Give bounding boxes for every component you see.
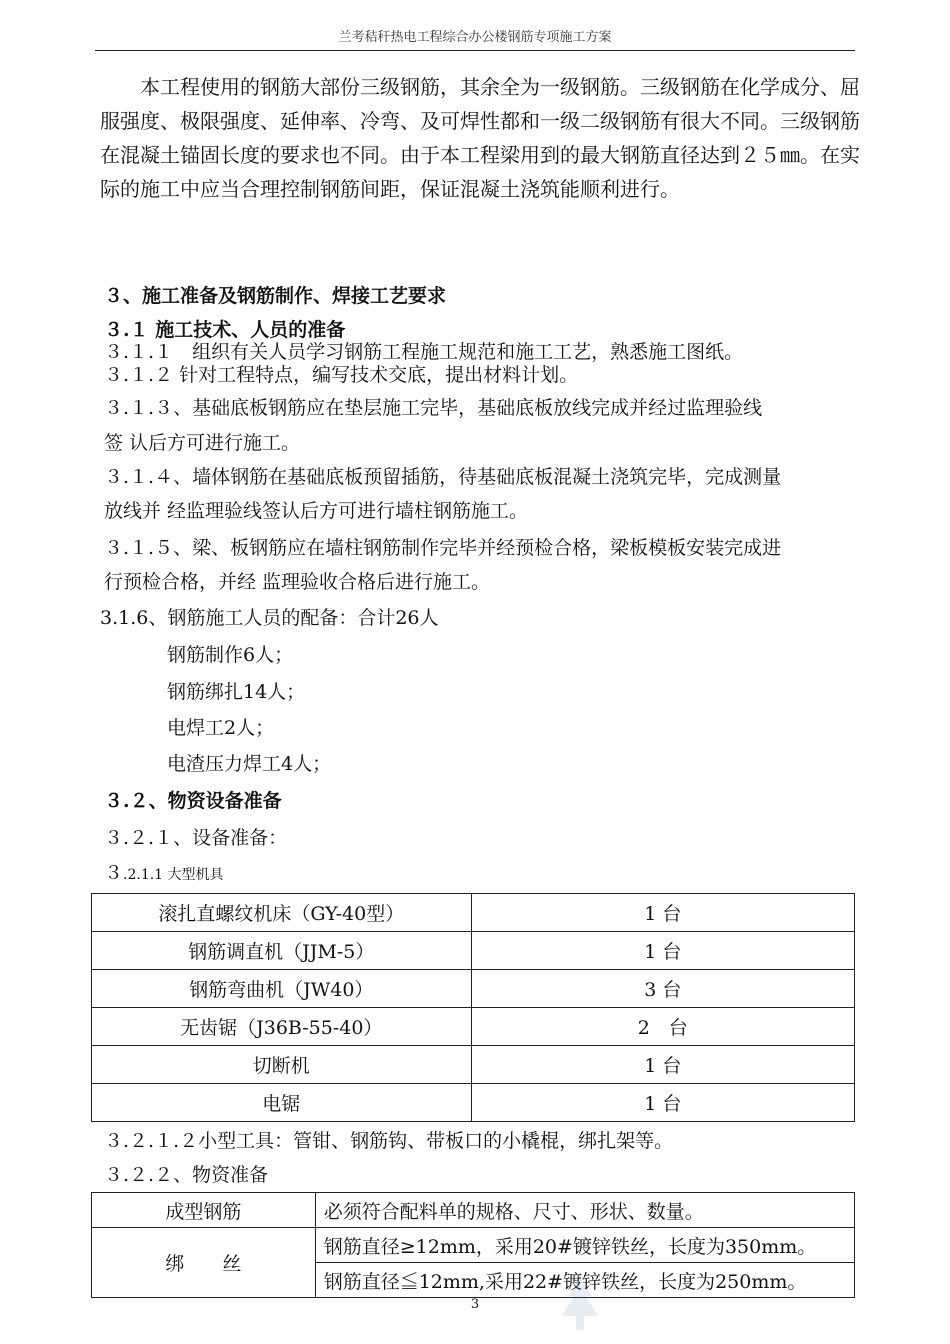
item-3-1-5-line2: 行预检合格，并经 监理验收合格后进行施工。	[104, 571, 491, 593]
item-3-1-4-line2: 放线并 经监理验线签认后方可进行墙柱钢筋施工。	[104, 500, 529, 522]
item-3-1-3-line1: ３.１.３、基础底板钢筋应在垫层施工完毕，基础底板放线完成并经过监理验线	[104, 397, 763, 419]
staff-item: 钢筋绑扎14人；	[167, 681, 306, 703]
table-row	[92, 1046, 855, 1084]
staff-item: 电焊工2人；	[167, 717, 275, 739]
material-name: 成型钢筋	[92, 1193, 316, 1228]
item-3-2-1-1-num: ３	[104, 862, 124, 884]
item-3-2-2: ３.２.２、物资准备	[104, 1164, 269, 1186]
machine-name: 滚扎直螺纹机床（GY-40型）	[92, 894, 472, 932]
item-3-1-1: ３.１.１ 组织有关人员学习钢筋工程施工规范和施工工艺，熟悉施工图纸。	[104, 341, 744, 363]
table-row	[92, 970, 855, 1008]
machine-name: 钢筋弯曲机（JW40）	[92, 970, 472, 1008]
machine-qty: 1 台	[471, 1084, 854, 1122]
machine-qty: 3 台	[471, 970, 854, 1008]
page-number: 3	[470, 1297, 480, 1312]
section-3-1-title: ３.１ 施工技术、人员的准备	[104, 319, 346, 341]
materials-table	[91, 1192, 855, 1298]
machine-name: 切断机	[92, 1046, 472, 1084]
item-3-2-1-2: ３.２.１.２小型工具：管钳、钢筋钩、带板口的小橇棍，绑扎架等。	[104, 1130, 674, 1152]
material-name: 绑 丝	[92, 1228, 316, 1298]
staff-item: 电渣压力焊工4人；	[167, 753, 332, 775]
large-machinery-table	[91, 893, 855, 1122]
machine-name: 钢筋调直机（JJM-5）	[92, 932, 472, 970]
header-divider	[95, 50, 855, 51]
table-row	[92, 894, 855, 932]
item-3-1-4-line1: ３.１.４、墙体钢筋在基础底板预留插筋，待基础底板混凝土浇筑完毕，完成测量	[104, 466, 782, 488]
intro-paragraph: 本工程使用的钢筋大部份三级钢筋，其余全为一级钢筋。三级钢筋在化学成分、屈服强度、极限强度、延伸率、冷弯、及可焊性都和一级二级钢筋有很大不同。三级钢筋在混凝土锚固长度的要求也不同。由于本工程梁用到的最大钢筋直径达到２５㎜。在实际的施工中应当合理控制钢筋间距，保证混凝土浇筑能顺利进行。	[100, 75, 860, 201]
item-3-1-5-line1: ３.１.５、梁、板钢筋应在墙柱钢筋制作完毕并经预检合格，梁板模板安装完成进	[104, 537, 782, 559]
item-3-1-6: 3.1.6、钢筋施工人员的配备：合计26人	[100, 607, 439, 629]
material-desc: 必须符合配料单的规格、尺寸、形状、数量。	[315, 1193, 854, 1228]
table-row	[92, 1008, 855, 1046]
table-row	[92, 1228, 855, 1263]
item-3-2-1-1-text: .2.1.1 大型机具	[123, 867, 224, 883]
table-row	[92, 932, 855, 970]
item-3-2-1: ３.２.１、设备准备：	[104, 827, 288, 849]
table-row	[92, 1193, 855, 1228]
item-3-1-3-line2: 签 认后方可进行施工。	[104, 432, 301, 454]
machine-qty: 1 台	[471, 1046, 854, 1084]
item-3-1-2: ３.１.２ 针对工程特点，编写技术交底，提出材料计划。	[104, 364, 579, 386]
section-3-2-title: ３.２、物资设备准备	[104, 790, 282, 812]
material-desc: 钢筋直径≥12mm，采用20#镀锌铁丝，长度为350mm。	[315, 1228, 854, 1263]
section-3-title: ３、施工准备及钢筋制作、焊接工艺要求	[104, 285, 447, 307]
staff-item: 钢筋制作6人；	[167, 644, 294, 666]
item-3-2-1-1	[104, 858, 224, 885]
machine-qty: 2 台	[471, 1008, 854, 1046]
machine-name: 无齿锯（J36B-55-40）	[92, 1008, 472, 1046]
table-row	[92, 1084, 855, 1122]
page-header: 兰考秸秆热电工程综合办公楼钢筋专项施工方案	[338, 30, 612, 45]
material-desc: 钢筋直径≦12mm,采用22#镀锌铁丝，长度为250mm。	[315, 1263, 854, 1298]
machine-qty: 1 台	[471, 894, 854, 932]
machine-qty: 1 台	[471, 932, 854, 970]
machine-name: 电锯	[92, 1084, 472, 1122]
